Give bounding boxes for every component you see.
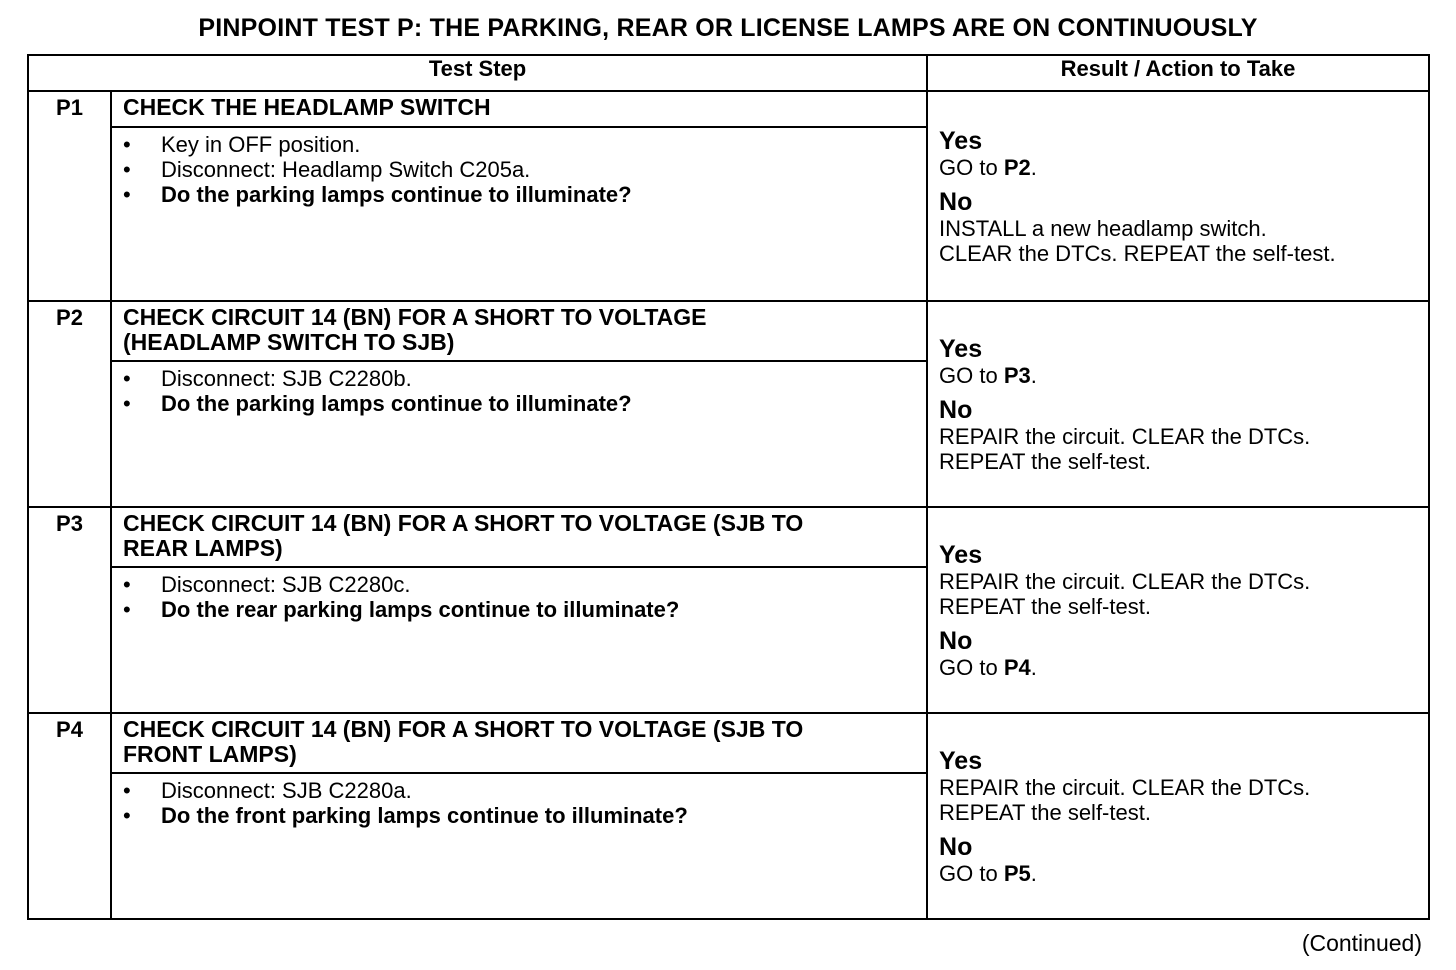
step-title-line: CHECK CIRCUIT 14 (BN) FOR A SHORT TO VOLTAGE (SJB TO [123,510,804,536]
result-no-label: No [939,832,973,861]
step-row-p1 [28,91,1429,127]
result-yes-action-line: REPEAT the self-test. [939,593,1151,619]
bullet-icon: • [123,391,131,416]
instruction-item: • Disconnect: SJB C2280a. [123,778,412,803]
bullet-icon: • [123,597,131,622]
bullet-icon: • [123,803,131,828]
step-link-p2: P2 [1003,154,1031,180]
bullet-icon: • [123,366,131,391]
step-id: P3 [28,507,111,713]
step-link-p5: P5 [1003,860,1031,886]
step-id: P4 [28,713,111,919]
instruction-item: • Disconnect: SJB C2280b. [123,366,412,391]
instruction-item: • Disconnect: SJB C2280c. [123,572,411,597]
step-result [927,507,1429,713]
bullet-icon: • [123,182,131,207]
result-no-action-line: REPAIR the circuit. CLEAR the DTCs. [939,423,1311,449]
result-no-action: GO to P4. [939,654,1037,680]
instruction-question: • Do the front parking lamps continue to illuminate? [123,803,688,828]
step-title-line: (HEADLAMP SWITCH TO SJB) [123,329,455,355]
bullet-icon: • [123,778,131,803]
step-row-p2 [28,301,1429,361]
step-result [927,301,1429,507]
page-title: PINPOINT TEST P: THE PARKING, REAR OR LICENSE LAMPS ARE ON CONTINUOUSLY [198,14,1258,42]
step-title-line: CHECK CIRCUIT 14 (BN) FOR A SHORT TO VOLTAGE (SJB TO [123,716,804,742]
step-id: P2 [28,301,111,507]
result-no-action-line: CLEAR the DTCs. REPEAT the self-test. [939,240,1336,266]
step-title-text: CHECK THE HEADLAMP SWITCH [123,94,491,120]
bullet-icon: • [123,132,131,157]
step-result [927,91,1429,301]
step-title [111,301,927,361]
step-title [111,91,927,127]
step-instructions [111,773,927,919]
step-title [111,507,927,567]
result-yes-action-line: REPAIR the circuit. CLEAR the DTCs. [939,774,1311,800]
result-yes-action: GO to P3. [939,362,1037,388]
pinpoint-test-table [27,54,1430,920]
instruction-question: • Do the parking lamps continue to illuminate? [123,182,632,207]
result-no-action-line: REPEAT the self-test. [939,448,1151,474]
result-no-action-line: INSTALL a new headlamp switch. [939,215,1267,241]
result-yes-label: Yes [939,746,983,775]
result-yes-label: Yes [939,540,983,569]
step-title [111,713,927,773]
step-row-p3 [28,507,1429,567]
step-link-p4: P4 [1003,654,1031,680]
result-no-label: No [939,187,973,216]
bullet-icon: • [123,572,131,597]
result-no-action: GO to P5. [939,860,1037,886]
step-title-line: REAR LAMPS) [123,535,283,561]
step-row-p4 [28,713,1429,773]
result-yes-label: Yes [939,334,983,363]
instruction-item: • Key in OFF position. [123,132,361,157]
instruction-list [123,366,926,416]
result-yes-action-line: REPAIR the circuit. CLEAR the DTCs. [939,568,1311,594]
step-instructions [111,361,927,507]
result-yes-label: Yes [939,126,983,155]
result-no-label: No [939,395,973,424]
step-result [927,713,1429,919]
table-header-row [28,55,1429,91]
instruction-item: • Disconnect: Headlamp Switch C205a. [123,157,531,182]
step-instructions [111,127,927,301]
instruction-list [123,132,926,207]
result-yes-action: GO to P2. [939,154,1037,180]
result-no-label: No [939,626,973,655]
column-header-test-step: Test Step [28,55,927,91]
step-title-line: CHECK CIRCUIT 14 (BN) FOR A SHORT TO VOLTAGE [123,304,707,330]
step-link-p3: P3 [1003,362,1031,388]
step-id: P1 [28,91,111,301]
column-header-result: Result / Action to Take [927,55,1429,91]
result-yes-action-line: REPEAT the self-test. [939,799,1151,825]
bullet-icon: • [123,157,131,182]
instruction-question: • Do the parking lamps continue to illuminate? [123,391,632,416]
step-title-line: FRONT LAMPS) [123,741,297,767]
step-instructions [111,567,927,713]
continued-note: (Continued) [1301,930,1422,956]
instruction-list [123,778,926,828]
instruction-list [123,572,926,622]
instruction-question: • Do the rear parking lamps continue to illuminate? [123,597,680,622]
